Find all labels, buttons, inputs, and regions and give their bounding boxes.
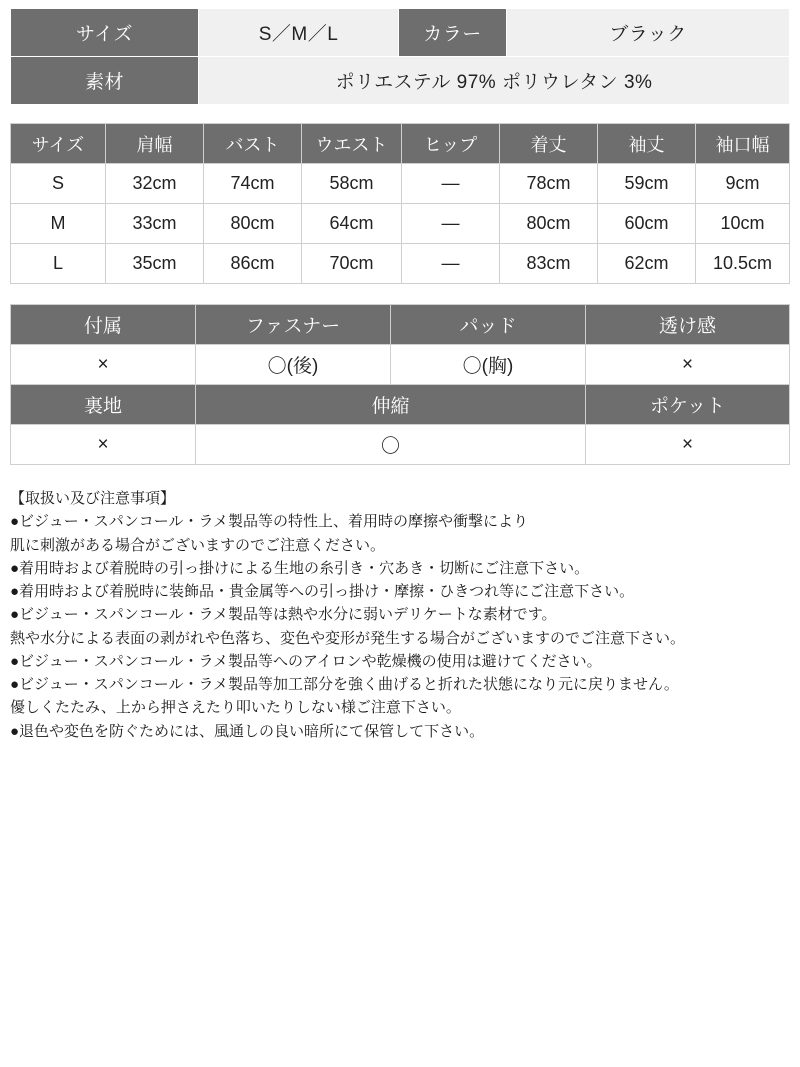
size-cell: L	[11, 244, 106, 284]
size-cell: 83cm	[500, 244, 598, 284]
attr-value-pocket: ×	[586, 425, 790, 465]
size-cell: 74cm	[204, 164, 302, 204]
size-cell: 86cm	[204, 244, 302, 284]
size-cell: 33cm	[106, 204, 204, 244]
size-cell: 10.5cm	[696, 244, 790, 284]
spec-value-color: ブラック	[507, 9, 790, 57]
size-cell: 10cm	[696, 204, 790, 244]
notes-line: ●ビジュー・スパンコール・ラメ製品等加工部分を強く曲げると折れた状態になり元に戻りません。	[10, 676, 679, 693]
notes-line: 熱や水分による表面の剥がれや色落ち、変色や変形が発生する場合がございますのでご注意下さい。	[10, 629, 686, 647]
size-cell: —	[402, 204, 500, 244]
table-row	[11, 345, 790, 385]
spec-value-size: S／M／L	[199, 9, 399, 57]
size-cell: 64cm	[302, 204, 402, 244]
size-header-waist: ウエスト	[302, 124, 402, 164]
table-row	[11, 57, 790, 105]
notes-line: 肌に刺激がある場合がございますのでご注意ください。	[10, 536, 386, 554]
notes-line: ●ビジュー・スパンコール・ラメ製品等へのアイロンや乾燥機の使用は避けてください。	[10, 652, 602, 670]
size-header-hip: ヒップ	[402, 124, 500, 164]
table-row	[11, 425, 790, 465]
size-cell: 32cm	[106, 164, 204, 204]
size-cell: 62cm	[598, 244, 696, 284]
attr-header-sheerness: 透け感	[586, 305, 790, 345]
size-cell: —	[402, 164, 500, 204]
attr-value-stretch: 〇	[196, 425, 586, 465]
table-row	[11, 204, 790, 244]
notes-line: ●着用時および着脱時の引っ掛けによる生地の糸引き・穴あき・切断にご注意下さい。	[10, 559, 590, 577]
attr-header-zipper: ファスナー	[196, 305, 391, 345]
size-cell: 59cm	[598, 164, 696, 204]
size-measurement-table	[10, 123, 790, 284]
size-cell: 9cm	[696, 164, 790, 204]
attr-header-lining: 裏地	[11, 385, 196, 425]
spec-label-size: サイズ	[11, 9, 199, 57]
size-cell: 70cm	[302, 244, 402, 284]
attr-header-stretch: 伸縮	[196, 385, 586, 425]
size-cell: —	[402, 244, 500, 284]
size-cell: M	[11, 204, 106, 244]
attributes-table	[10, 304, 790, 465]
table-header-row	[11, 385, 790, 425]
size-cell: 35cm	[106, 244, 204, 284]
notes-line: ●ビジュー・スパンコール・ラメ製品等の特性上、着用時の摩擦や衝撃により	[10, 513, 529, 531]
table-row	[11, 164, 790, 204]
spec-label-material: 素材	[11, 57, 199, 105]
size-header-sleeve-length: 袖丈	[598, 124, 696, 164]
attr-header-pad: パッド	[391, 305, 586, 345]
attr-header-accessory: 付属	[11, 305, 196, 345]
table-row	[11, 9, 790, 57]
size-cell: S	[11, 164, 106, 204]
table-header-row	[11, 305, 790, 345]
attr-value-accessory: ×	[11, 345, 196, 385]
table-row	[11, 244, 790, 284]
notes-line: ●着用時および着脱時に装飾品・貴金属等への引っ掛け・摩擦・ひきつれ等にご注意下さい。	[10, 583, 635, 600]
size-header-length: 着丈	[500, 124, 598, 164]
spec-label-color: カラー	[399, 9, 507, 57]
size-header-shoulder: 肩幅	[106, 124, 204, 164]
size-header-bust: バスト	[204, 124, 302, 164]
attr-value-pad: 〇(胸)	[391, 345, 586, 385]
size-header-size: サイズ	[11, 124, 106, 164]
product-spec-table	[10, 8, 790, 105]
spec-value-material: ポリエステル 97% ポリウレタン 3%	[199, 57, 790, 105]
attr-header-pocket: ポケット	[586, 385, 790, 425]
care-notes	[10, 487, 790, 743]
table-header-row	[11, 124, 790, 164]
attr-value-sheerness: ×	[586, 345, 790, 385]
size-cell: 80cm	[500, 204, 598, 244]
size-cell: 58cm	[302, 164, 402, 204]
size-cell: 78cm	[500, 164, 598, 204]
notes-line: ●ビジュー・スパンコール・ラメ製品等は熱や水分に弱いデリケートな素材です。	[10, 606, 557, 624]
size-header-cuff-width: 袖口幅	[696, 124, 790, 164]
attr-value-lining: ×	[11, 425, 196, 465]
size-cell: 60cm	[598, 204, 696, 244]
notes-title: 【取扱い及び注意事項】	[10, 490, 176, 507]
notes-line: ●退色や変色を防ぐためには、風通しの良い暗所にて保管して下さい。	[10, 722, 485, 740]
attr-value-zipper: 〇(後)	[196, 345, 391, 385]
size-cell: 80cm	[204, 204, 302, 244]
notes-line: 優しくたたみ、上から押さえたり叩いたりしない様ご注意下さい。	[10, 699, 461, 717]
